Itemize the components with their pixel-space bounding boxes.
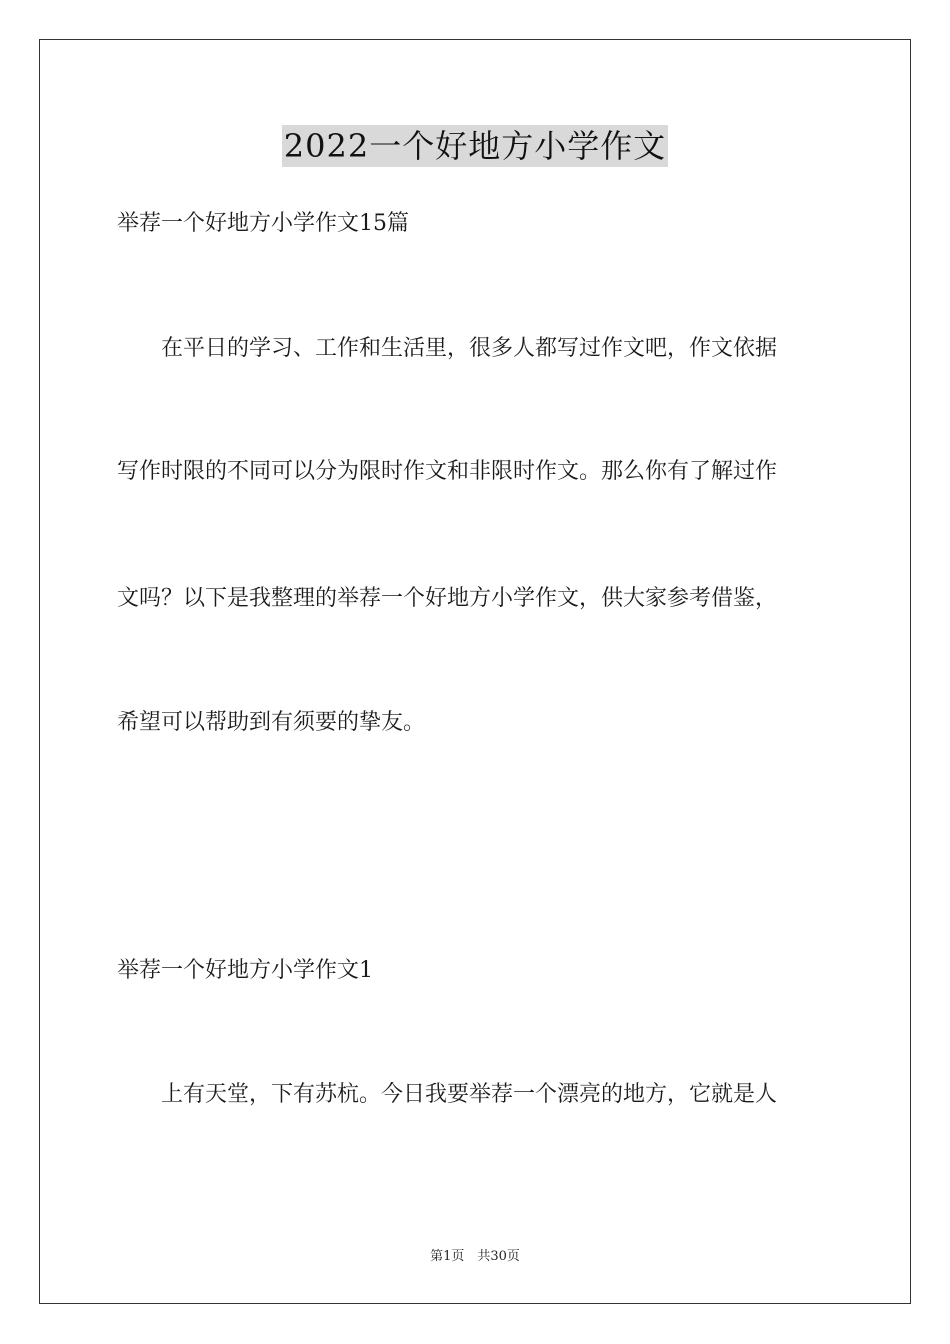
- document-title: 2022一个好地方小学作文: [283, 127, 667, 165]
- paragraph-line: 希望可以帮助到有须要的挚友。: [117, 710, 426, 735]
- paragraph-line: 文吗？以下是我整理的举荐一个好地方小学作文，供大家参考借鉴，: [117, 586, 778, 611]
- title-container: [0, 125, 950, 167]
- document-subtitle: 举荐一个好地方小学作文15篇: [117, 211, 409, 236]
- paragraph-line: 上有天堂，下有苏杭。今日我要举荐一个漂亮的地方，它就是人: [117, 1082, 778, 1107]
- section-heading: 举荐一个好地方小学作文1: [117, 958, 373, 983]
- paragraph-line: 在平日的学习、工作和生活里，很多人都写过作文吧，作文依据: [117, 336, 778, 361]
- page-number: 第1页 共30页: [430, 1249, 520, 1264]
- paragraph-line: 写作时限的不同可以分为限时作文和非限时作文。那么你有了解过作: [117, 459, 778, 484]
